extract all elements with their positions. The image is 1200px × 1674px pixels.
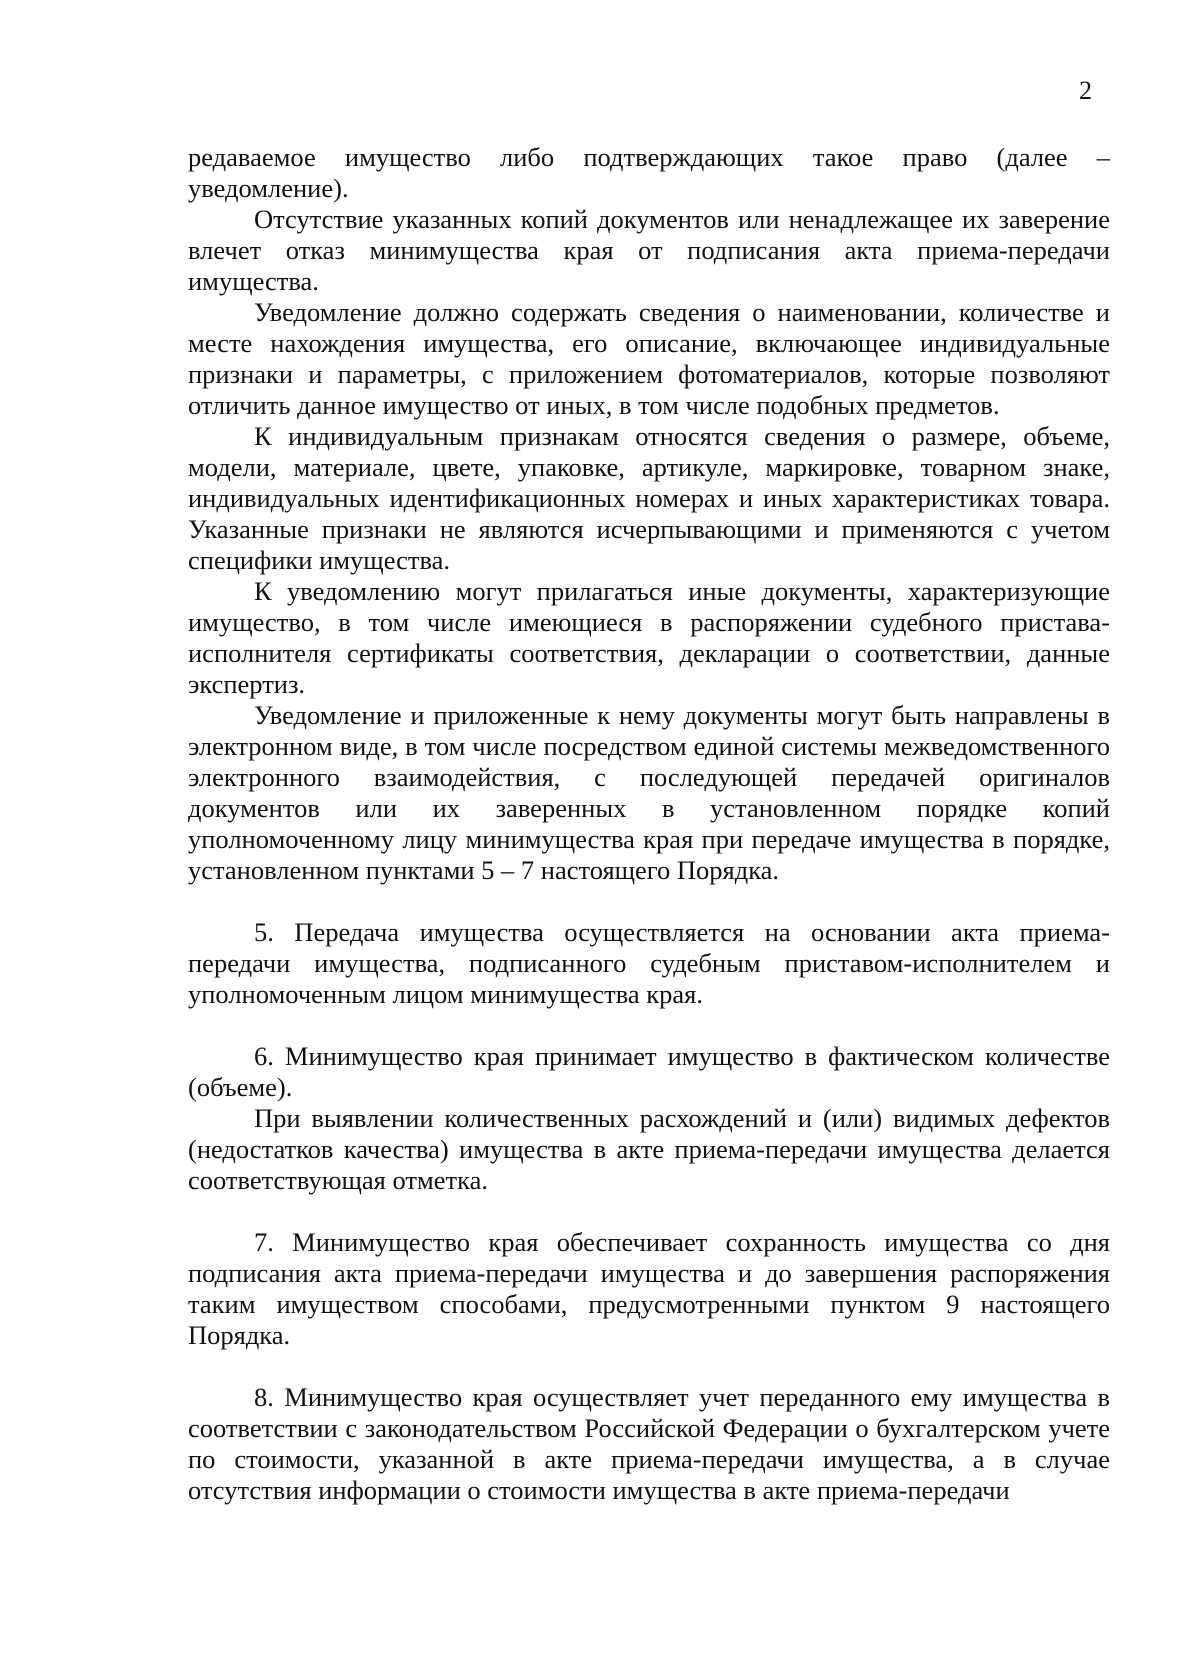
paragraph: Отсутствие указанных копий документов или ненадлежащее их заверение влечет отказ минимущества края от подписания акта приема-передачи имущества. [188,204,1110,296]
paragraph: К уведомлению могут прилагаться иные документы, характеризующие имущество, в том числе имеющиеся в распоряжении судебного пристава-исполнителя сертификаты соответствия, декларации о соответствии, данные экспертиз. [188,576,1110,699]
paragraph-item-8: 8. Минимущество края осуществляет учет переданного ему имущества в соответствии с законодательством Российской Федерации о бухгалтерском учете по стоимости, указанной в акте приема-передачи имущества, а в случае отсутствия информации о стоимости имущества в акте приема-передачи [188,1382,1110,1505]
paragraph-item-6: 6. Минимущество края принимает имущество в фактическом количестве (объеме). [188,1041,1110,1102]
paragraph: Уведомление и приложенные к нему документы могут быть направлены в электронном виде, в том числе посредством единой системы межведомственного электронного взаимодействия, с последующей передачей оригиналов документов или их заверенных в установленном порядке копий уполномоченному лицу минимущества края при передаче имущества в порядке, установленном пунктами 5 – 7 настоящего Порядка. [188,700,1110,885]
paragraph-continuation: редаваемое имущество либо подтверждающих такое право (далее – уведомление). [188,142,1110,203]
paragraph-item-7: 7. Минимущество края обеспечивает сохранность имущества со дня подписания акта приема-передачи имущества и до завершения распоряжения таким имуществом способами, предусмотренными пунктом 9 настоящего Порядка. [188,1227,1110,1350]
paragraph-item-5: 5. Передача имущества осуществляется на основании акта приема-передачи имущества, подписанного судебным приставом-исполнителем и уполномоченным лицом минимущества края. [188,917,1110,1009]
paragraph: При выявлении количественных расхождений и (или) видимых дефектов (недостатков качества) имущества в акте приема-передачи имущества делается соответствующая отметка. [188,1103,1110,1195]
page-number: 2 [1079,76,1092,105]
paragraph: К индивидуальным признакам относятся сведения о размере, объеме, модели, материале, цвете, упаковке, артикуле, маркировке, товарном знаке, индивидуальных идентификационных номерах и иных характеристиках товара. Указанные признаки не являются исчерпывающими и применяются с учетом специфики имущества. [188,421,1110,575]
paragraph: Уведомление должно содержать сведения о наименовании, количестве и месте нахождения имущества, его описание, включающее индивидуальные признаки и параметры, с приложением фотоматериалов, которые позволяют отличить данное имущество от иных, в том числе подобных предметов. [188,297,1110,420]
document-body [188,142,1110,1506]
